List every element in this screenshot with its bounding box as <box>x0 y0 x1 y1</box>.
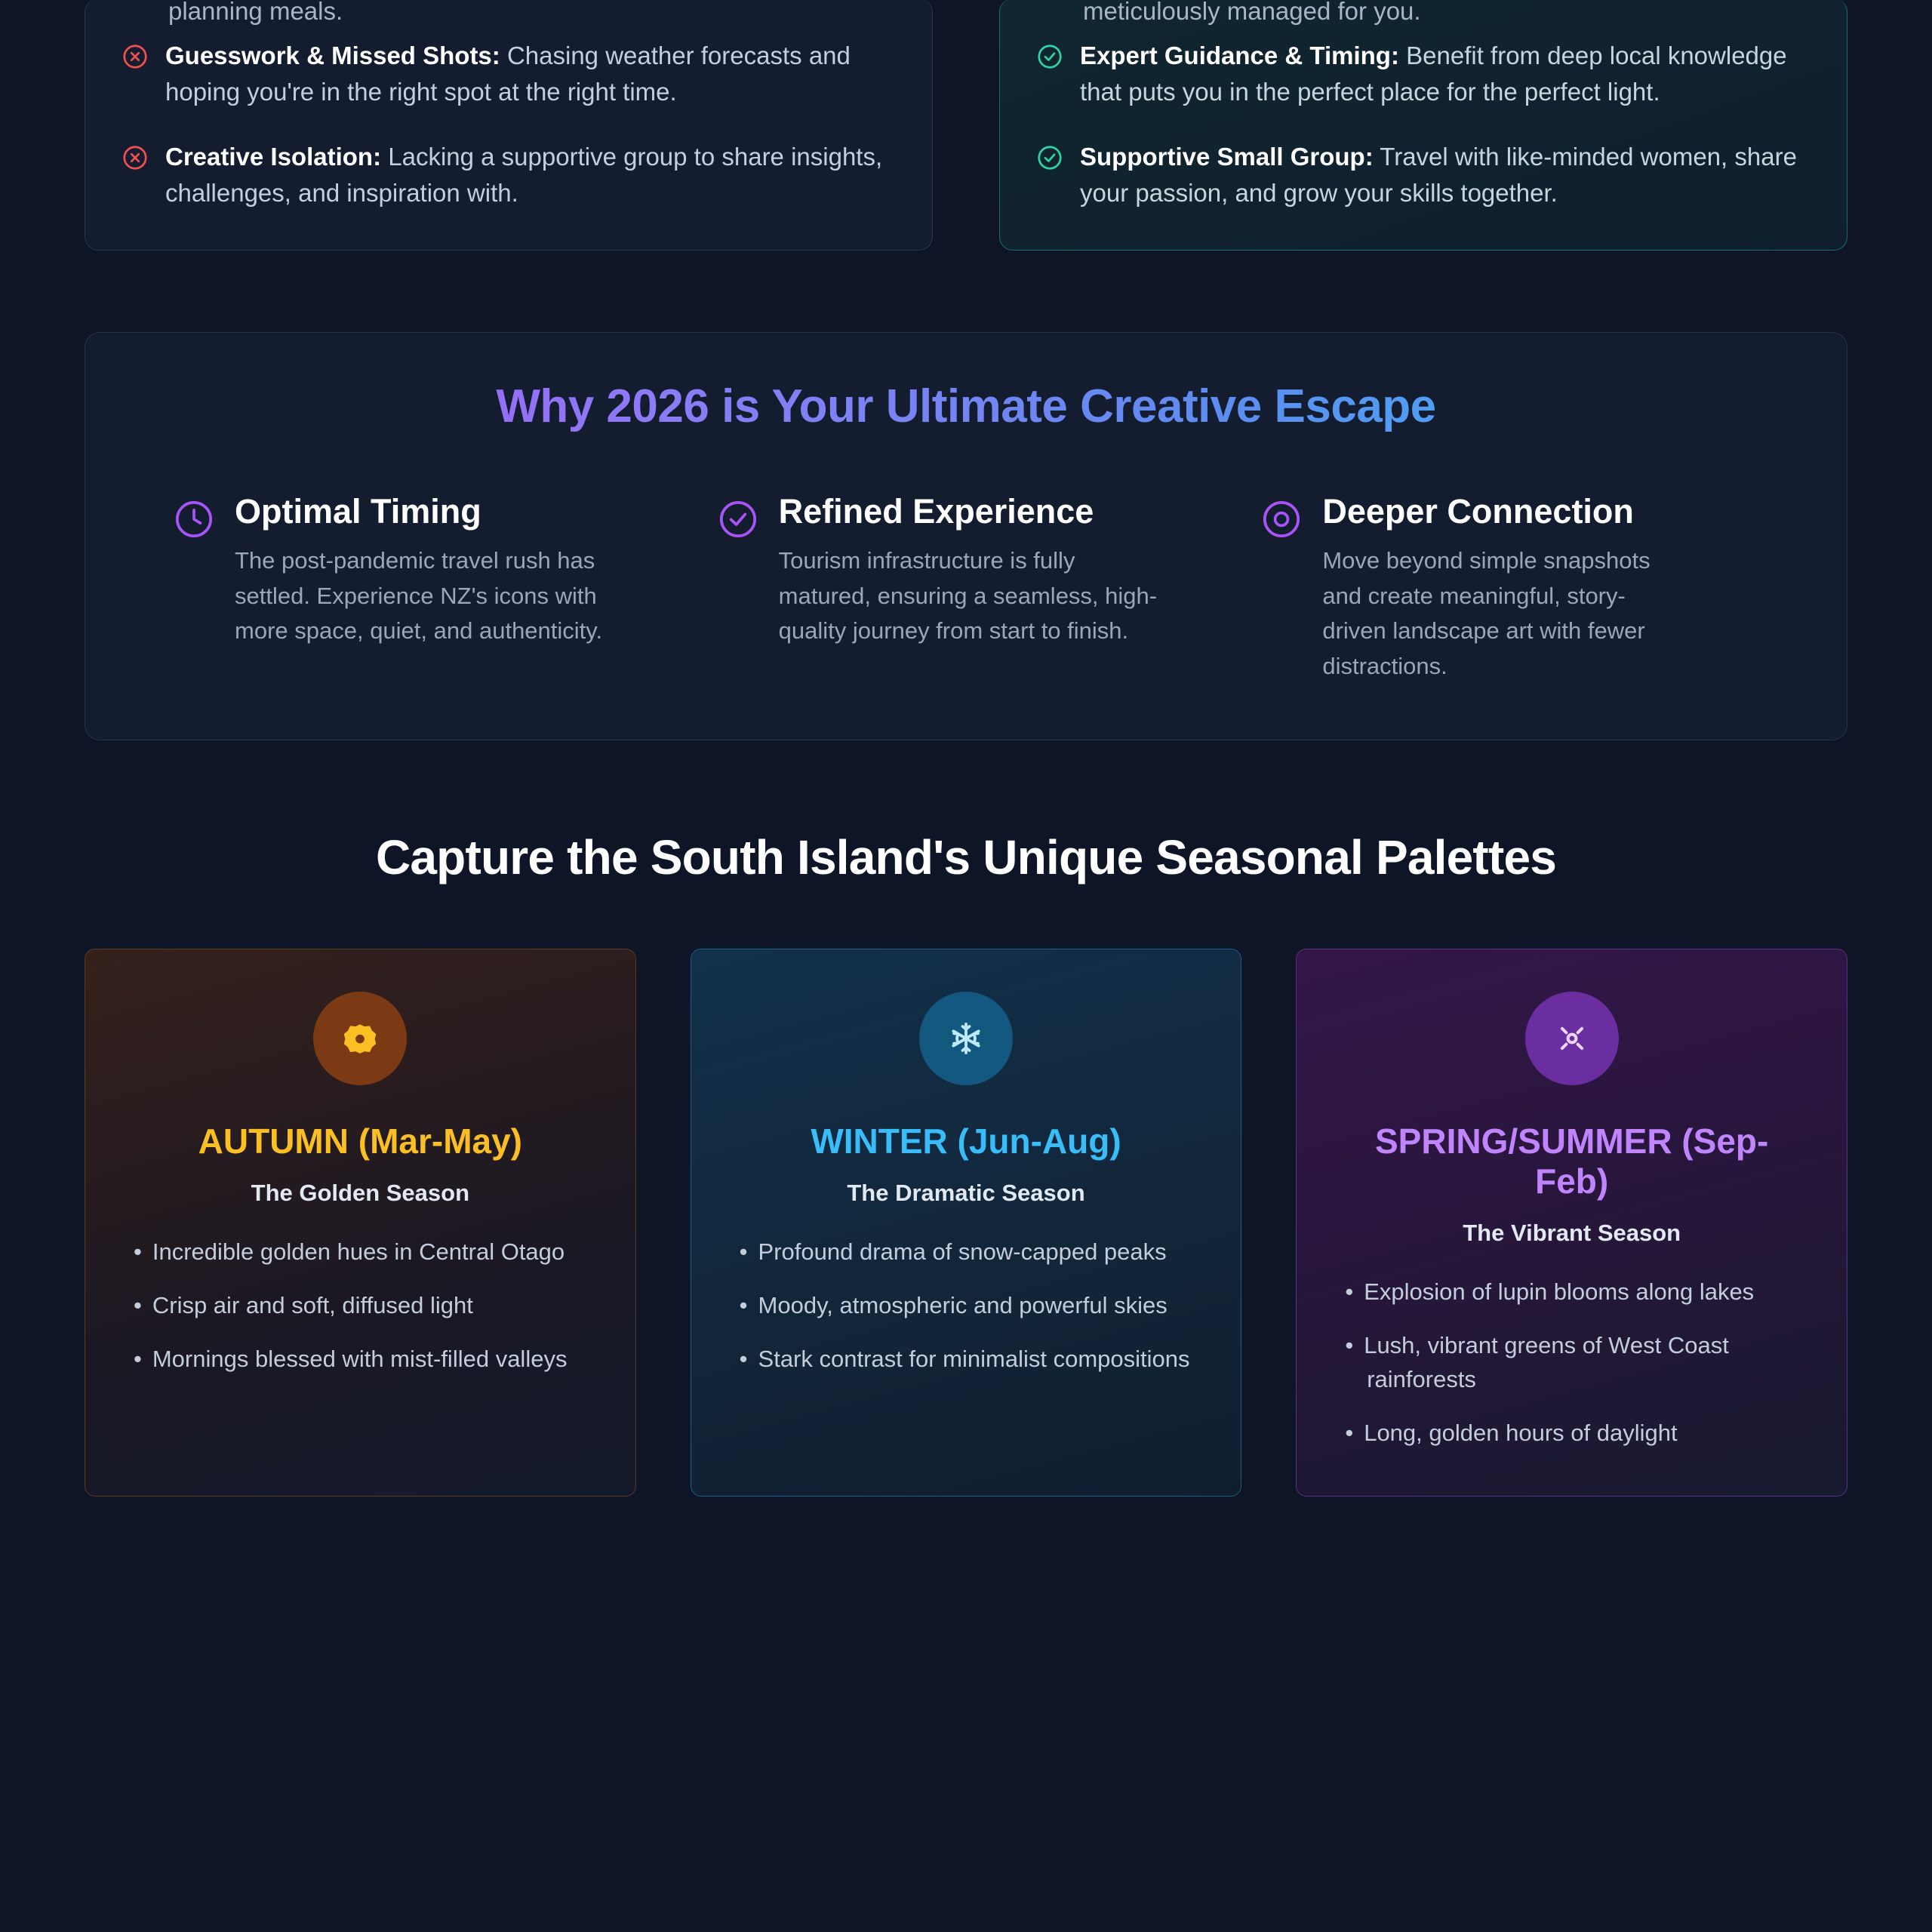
season-point-list <box>1345 1275 1798 1451</box>
list-item-lead: Guesswork & Missed Shots: <box>165 42 500 69</box>
season-point-list <box>740 1235 1193 1377</box>
flower-icon <box>1525 992 1619 1085</box>
list-item <box>740 1343 1193 1377</box>
season-name: SPRING/SUMMER (Sep-Feb) <box>1374 1121 1769 1201</box>
bullet-dot: • <box>739 1238 748 1266</box>
list-item-text: Lush, vibrant greens of West Coast rainforests <box>1364 1331 1729 1392</box>
list-item-text <box>1080 139 1810 211</box>
bullet-dot: • <box>1345 1419 1354 1446</box>
list-item-text: Stark contrast for minimalist compositions <box>758 1345 1190 1372</box>
why-item-desc: The post-pandemic travel rush has settled. Experience NZ's icons with more space, quiet, and authenticity. <box>235 547 603 645</box>
list-item-lead: Expert Guidance & Timing: <box>1080 42 1399 69</box>
season-subtitle: The Golden Season <box>251 1180 470 1207</box>
list-item-text: Long, golden hours of daylight <box>1364 1419 1678 1446</box>
list-item-text: Profound drama of snow-capped peaks <box>758 1238 1167 1266</box>
list-item <box>1345 1275 1798 1309</box>
season-card-spring-summer <box>1296 949 1847 1497</box>
list-item <box>134 1289 587 1323</box>
bullet-dot: • <box>134 1291 142 1318</box>
season-subtitle: The Dramatic Season <box>847 1180 1085 1207</box>
seasonal-cards <box>0 949 1932 1497</box>
list-item <box>740 1289 1193 1323</box>
why-item-desc: Move beyond simple snapshots and create meaningful, story-driven landscape art with fewer distractions. <box>1322 547 1651 679</box>
why-item-deeper-connection <box>1260 492 1759 684</box>
list-item <box>1345 1329 1798 1397</box>
season-point-list <box>134 1235 587 1377</box>
list-item-lead: Supportive Small Group: <box>1080 142 1374 171</box>
list-item-body: Chasing weather forecasts and hoping you're in the right spot at the right time. <box>165 42 851 106</box>
x-circle-icon <box>122 43 149 70</box>
bullet-dot: • <box>739 1291 748 1318</box>
why-item-heading: Optimal Timing <box>235 492 481 531</box>
bullet-dot: • <box>1345 1278 1354 1305</box>
why-item-heading: Deeper Connection <box>1322 492 1634 531</box>
why-2026-panel <box>85 332 1847 740</box>
check-circle-icon <box>717 498 759 540</box>
bullet-dot: • <box>134 1238 142 1266</box>
bullet-dot: • <box>134 1345 142 1372</box>
clock-icon <box>173 498 215 540</box>
check-circle-icon <box>1036 43 1063 70</box>
solution-card <box>999 0 1847 251</box>
list-item-text: Explosion of lupin blooms along lakes <box>1364 1278 1755 1305</box>
list-item-text: Incredible golden hues in Central Otago <box>152 1238 565 1266</box>
list-item <box>134 1235 587 1269</box>
list-item <box>1345 1417 1798 1451</box>
problem-clipped-text: planning meals. <box>168 0 343 25</box>
why-item-heading: Refined Experience <box>778 492 1094 531</box>
season-card-autumn <box>85 949 636 1497</box>
seasonal-section-title: Capture the South Island's Unique Seasonal Palettes <box>375 830 1557 885</box>
bottom-spacer <box>0 1497 1932 1564</box>
sun-icon <box>313 992 407 1085</box>
list-item-body: Lacking a supportive group to share insights, challenges, and inspiration with. <box>165 142 883 207</box>
solution-list <box>1036 38 1810 211</box>
list-item-text: Moody, atmospheric and powerful skies <box>758 1291 1168 1318</box>
x-circle-icon <box>122 144 149 171</box>
bullet-dot: • <box>1345 1331 1354 1358</box>
why-item-desc: Tourism infrastructure is fully matured, ensuring a seamless, high-quality journey from start to finish. <box>778 547 1158 645</box>
list-item <box>740 1235 1193 1269</box>
list-item-text: Mornings blessed with mist-filled valleys <box>152 1345 568 1372</box>
list-item <box>1036 139 1810 211</box>
comparison-section <box>0 0 1932 251</box>
solution-clipped-text: meticulously managed for you. <box>1083 0 1421 25</box>
season-name: AUTUMN (Mar-May) <box>198 1121 522 1161</box>
list-item-lead: Creative Isolation: <box>165 142 382 171</box>
map-pin-icon <box>1260 498 1303 540</box>
problem-card <box>85 0 933 251</box>
season-name: WINTER (Jun-Aug) <box>811 1121 1121 1161</box>
why-item-optimal-timing <box>173 492 672 684</box>
list-item-text: Crisp air and soft, diffused light <box>152 1291 473 1318</box>
list-item-text <box>165 139 896 211</box>
list-item-body: Benefit from deep local knowledge that puts you in the perfect place for the perfect light. <box>1080 42 1787 106</box>
season-subtitle: The Vibrant Season <box>1463 1219 1681 1246</box>
why-2026-grid <box>128 492 1804 684</box>
why-2026-title: Why 2026 is Your Ultimate Creative Escape <box>128 380 1804 433</box>
season-card-winter <box>691 949 1242 1497</box>
list-item-text <box>1080 38 1810 110</box>
list-item <box>122 139 896 211</box>
bullet-dot: • <box>739 1345 748 1372</box>
snowflake-icon <box>919 992 1013 1085</box>
list-item <box>122 38 896 110</box>
why-item-refined-experience <box>717 492 1216 684</box>
list-item <box>134 1343 587 1377</box>
check-circle-icon <box>1036 144 1063 171</box>
list-item-text <box>165 38 896 110</box>
list-item-body: Travel with like-minded women, share your passion, and grow your skills together. <box>1080 142 1797 207</box>
list-item <box>1036 38 1810 110</box>
problem-list <box>122 38 896 211</box>
